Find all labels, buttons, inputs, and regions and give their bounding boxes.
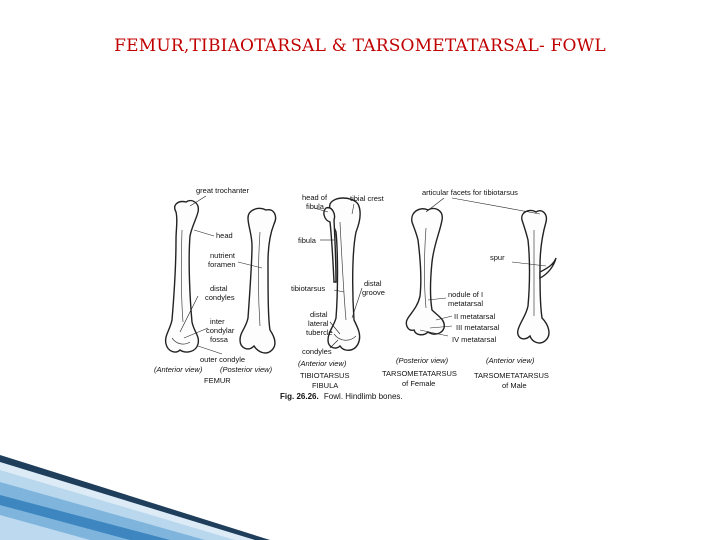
label-distal-lateral-1: distal: [310, 310, 328, 319]
femur-posterior-bone: [240, 208, 276, 353]
label-distal-1: distal: [210, 284, 228, 293]
label-femur-name: FEMUR: [204, 376, 231, 385]
label-distal-groove-2: groove: [362, 288, 385, 297]
label-fibula: fibula: [298, 236, 316, 245]
label-nutrient-1: nutrient: [210, 251, 236, 260]
label-distal-2: condyles: [205, 293, 235, 302]
label-tibiotarsus-name: TIBIOTARSUS: [300, 371, 350, 380]
label-femur-posterior-view: (Posterior view): [220, 365, 273, 374]
femur-anterior-bone: [166, 201, 199, 352]
label-spur: spur: [490, 253, 505, 262]
label-head: head: [216, 231, 233, 240]
label-ii-metatarsal: II metatarsal: [454, 312, 496, 321]
label-tarso-posterior-view: (Posterior view): [396, 356, 449, 365]
label-head-of-fibula-2: fibula: [306, 202, 324, 211]
figure-caption-text: Fowl. Hindlimb bones.: [323, 392, 403, 401]
label-distal-lateral-2: lateral: [308, 319, 329, 328]
slide-title: FEMUR,TIBIAOTARSAL & TARSOMETATARSAL- FOWL: [114, 36, 606, 56]
label-tarso-female-1: TARSOMETATARSUS: [382, 369, 457, 378]
label-tibiotarsus: tibiotarsus: [291, 284, 326, 293]
label-articular-facets: articular facets for tibiotarsus: [422, 188, 518, 197]
label-tarso-male-1: TARSOMETATARSUS: [474, 371, 549, 380]
figure-caption-number: Fig. 26.26.: [280, 392, 319, 401]
label-head-of-fibula-1: head of: [302, 193, 328, 202]
label-fibula-name: FIBULA: [312, 381, 339, 390]
label-tibio-anterior-view: (Anterior view): [298, 359, 347, 368]
label-distal-groove-1: distal: [364, 279, 382, 288]
label-inter-2: condylar: [206, 326, 235, 335]
label-tarso-anterior-view: (Anterior view): [486, 356, 535, 365]
label-great-trochanter: great trochanter: [196, 186, 249, 195]
label-distal-lateral-3: tubercle: [306, 328, 333, 337]
label-tibial-crest: tibial crest: [350, 194, 384, 203]
tarsometatarsus-female-bone: [406, 208, 444, 334]
label-tarso-female-2: of Female: [402, 379, 436, 388]
label-nutrient-2: foramen: [208, 260, 236, 269]
label-outer-condyle: outer condyle: [200, 355, 246, 364]
label-iii-metatarsal: III metatarsal: [456, 323, 500, 332]
label-condyles: condyles: [302, 347, 332, 356]
label-tarso-male-2: of Male: [502, 381, 527, 390]
label-nodule-2: metatarsal: [448, 299, 484, 308]
label-inter-1: inter: [210, 317, 225, 326]
label-femur-anterior-view: (Anterior view): [154, 365, 203, 374]
figure-caption: [280, 392, 403, 401]
label-inter-3: fossa: [210, 335, 228, 344]
label-nodule-1: nodule of I: [448, 290, 484, 299]
label-iv-metatarsal: IV metatarsal: [452, 335, 497, 344]
fibula-bone: [324, 208, 336, 282]
tarsometatarsus-male-bone: [518, 210, 556, 343]
